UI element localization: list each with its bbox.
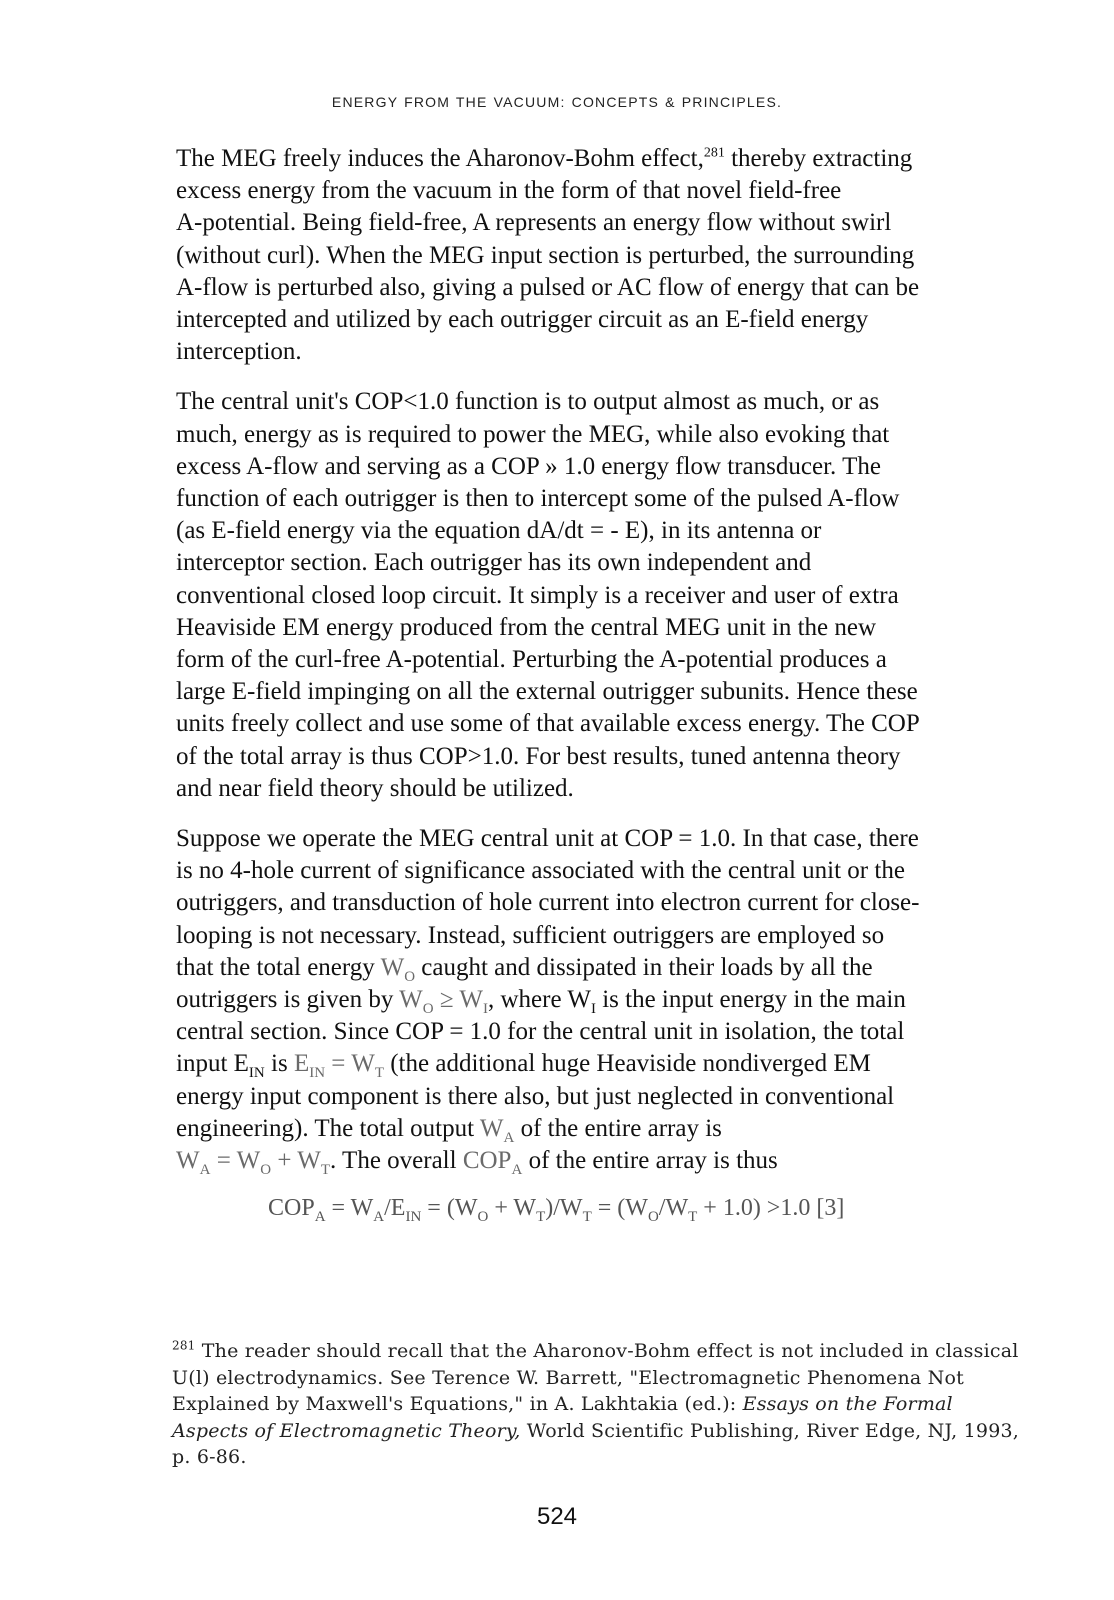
p3-text-8: . The overall <box>330 1147 463 1175</box>
subscript-i: I <box>590 1001 596 1018</box>
footnote-281 <box>172 1338 1032 1471</box>
footnote-text-1: The reader should recall that the Aharonov-Bohm effect is not included in classical U(l) electrodynamics. See Terence W. Barrett, "Electromagnetic Phenomena Not Explained by Maxwell's Equations," in A. Lakhtakia (ed.): <box>172 1340 1019 1415</box>
footnote-reference[interactable]: 281 <box>703 145 725 161</box>
paragraph-2: The central unit's COP<1.0 function is to output almost as much, or as much, energy as is required to power the MEG, while also evoking that excess A-flow and serving as a COP » 1.0 energy flow transducer. The function of each outrigger is then to intercept some of the pulsed A-flow (as E-field energy via the equation dA/dt = - E), in its antenna or interceptor section. Each outrigger has its own independent and conventional closed loop circuit. It simply is a receiver and user of extra Heaviside EM energy produced from the central MEG unit in the new form of the curl-free A-potential. Perturbing the A-potential produces a large E-field impinging on all the external outrigger subunits. Hence these units freely collect and use some of that available excess energy. The COP of the total array is thus COP>1.0. For best results, tuned antenna theory and near field theory should be utilized. <box>176 388 920 802</box>
footnote-marker: 281 <box>172 1338 196 1353</box>
equation-ein-wt: $E_{IN} = W_T$ <box>293 1050 384 1082</box>
p3-text-2: caught and dissipated in their loads by all the outriggers is given by <box>176 953 873 1014</box>
p3-text-4: is the input energy in the main central section. Since COP = 1.0 for the central unit in isolation, the total input E <box>176 986 906 1078</box>
page-number: 524 <box>536 1503 578 1530</box>
paragraph-1 <box>176 143 1038 368</box>
running-header: ENERGY FROM THE VACUUM: CONCEPTS & PRINCIPLES. <box>331 94 783 110</box>
body-text <box>176 143 1038 1195</box>
footnote-text-2: World Scientific Publishing, River Edge, NJ, 1993, p. 6-86. <box>172 1419 1020 1468</box>
symbol-cop-a: $COP_A$ <box>462 1147 523 1179</box>
symbol-w-a: $W_A$ <box>479 1114 515 1146</box>
equation-wa-sum: $W_A = W_O + W_T$ <box>176 1147 330 1179</box>
p3-text-5: is <box>264 1050 294 1078</box>
paragraph-1-text-b: thereby extracting excess energy from the vacuum in the form of that novel field-free A-potential. Being field-free, A represents an energy flow without swirl (without curl). When the MEG input section is perturbed, the surrounding A-flow is perturbed also, giving a pulsed or AC flow of energy that can be intercepted and utilized by each outrigger circuit as an E-field energy interception. <box>176 145 920 366</box>
p3-text-7: of the entire array is <box>520 1114 722 1142</box>
p3-text-3: , where W <box>487 986 591 1014</box>
p3-text-6: (the additional huge Heaviside nondiverged EM energy input component is there also, but just neglected in conventional engineering). The total output <box>176 1050 895 1142</box>
symbol-w-o: $W_O$ <box>380 953 416 985</box>
footnote-book-title: Essays on the Formal Aspects of Electromagnetic Theory, <box>172 1393 953 1442</box>
equation-3: $COP_A = W_A/E_{IN} = (W_O + W_T)/W_T = (W_O/W_T + 1.0) >1.0$ [3] <box>268 1195 845 1225</box>
paragraph-1-text-a: The MEG freely induces the Aharonov-Bohm effect, <box>176 145 704 172</box>
p3-text-1: Suppose we operate the MEG central unit at COP = 1.0. In that case, there is no 4-hole current of significance associated with the central unit or the outriggers, and transduction of hole current into electron current for close- looping is not necessary. Instead, sufficient outriggers are employed so that the total energy <box>176 825 920 981</box>
subscript-in: IN <box>248 1065 265 1082</box>
inequality-wo-ge-wi: $W_O \ge W_I$ <box>399 986 488 1018</box>
p3-text-9: of the entire array is thus <box>522 1147 778 1175</box>
paragraph-3 <box>176 823 1038 1177</box>
